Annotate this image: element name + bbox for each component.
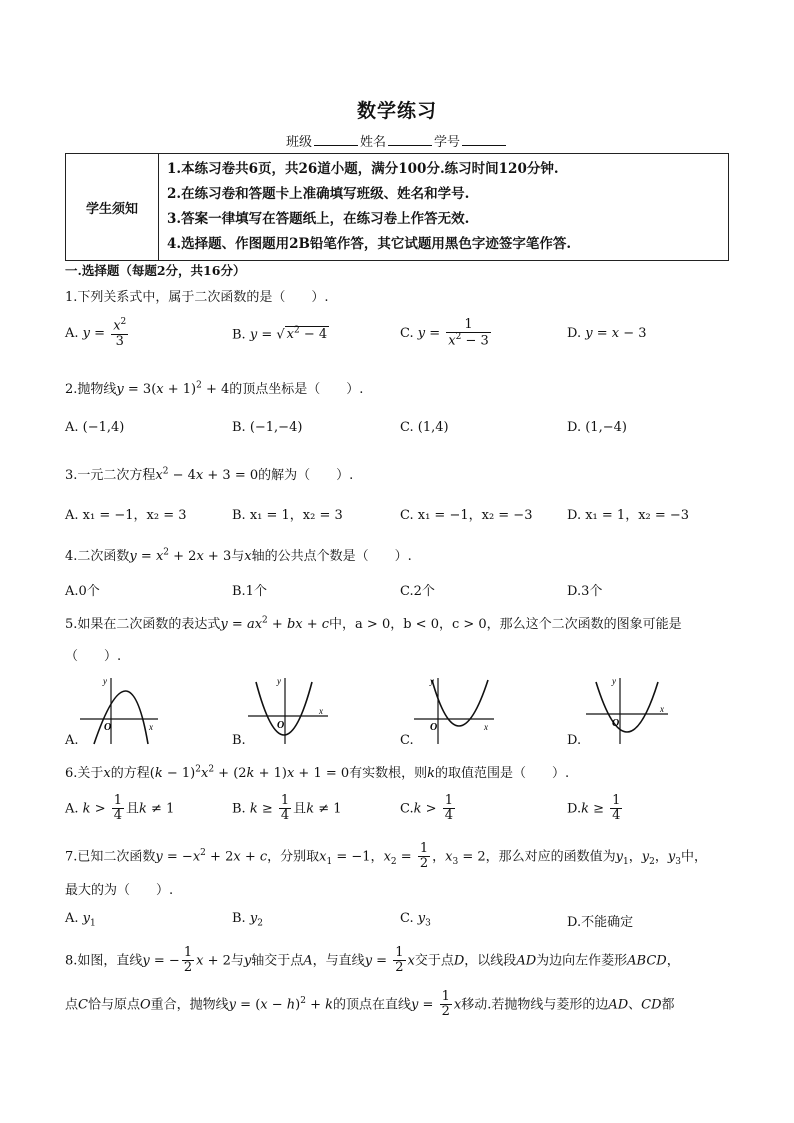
q4-option-d[interactable]: D.3个 <box>567 584 603 599</box>
svg-text:y: y <box>430 676 434 686</box>
page-title: 数学练习 <box>356 100 437 122</box>
svg-text:x: x <box>484 722 488 732</box>
q6-option-b[interactable]: B. k ≥ $\frac{1}{4}$ 且k ≠ 1 <box>232 793 342 824</box>
q5-graph-d[interactable] <box>584 672 672 746</box>
svg-text:O: O <box>612 718 620 729</box>
q6-option-a[interactable]: A. k > $\frac{1}{4}$ 且k ≠ 1 <box>65 793 175 824</box>
question-1-stem: 1.下列关系式中，属于二次函数的是（ ）. <box>65 290 329 305</box>
svg-text:y: y <box>277 676 281 686</box>
notice-label: 学生须知 <box>66 154 159 261</box>
name-blank[interactable] <box>388 134 432 146</box>
svg-text:x: x <box>319 706 323 716</box>
svg-text:O: O <box>277 720 285 731</box>
notice-items <box>159 154 729 261</box>
q4-option-a[interactable]: A.0个 <box>65 584 100 599</box>
name-label: 姓名 <box>359 135 386 150</box>
q2-option-a[interactable]: A. (−1,4) <box>65 420 125 435</box>
q7-option-d[interactable]: D.不能确定 <box>567 915 634 930</box>
q3-option-b[interactable]: B. x₁ = 1，x₂ = 3 <box>232 508 343 523</box>
svg-text:O: O <box>104 722 112 733</box>
notice-item: 3.答案一律填写在答题纸上，在练习卷上作答无效. <box>167 211 470 227</box>
q2-option-c[interactable]: C. (1,4) <box>400 420 449 435</box>
q5-graph-a[interactable] <box>78 672 162 746</box>
question-2-stem: 2.抛物线$y = 3(x + 1)^2 + 4$的顶点坐标是（ ）. <box>65 380 364 397</box>
svg-text:y: y <box>103 676 107 686</box>
q5-graph-c[interactable] <box>412 672 498 746</box>
q3-option-d[interactable]: D. x₁ = 1，x₂ = −3 <box>567 508 690 523</box>
question-7-line2: 最大的为（ ）. <box>65 883 174 898</box>
notice-table <box>65 153 729 261</box>
class-blank[interactable] <box>314 134 358 146</box>
q3-option-c[interactable]: C. x₁ = −1，x₂ = −3 <box>400 508 533 523</box>
svg-text:x: x <box>660 704 664 714</box>
section-heading: 一.选择题（每题2分，共16分） <box>65 263 246 278</box>
student-info-line <box>0 131 794 150</box>
q5-option-c[interactable]: C. <box>400 733 414 748</box>
question-3-stem: 3.一元二次方程$x^2 - 4x + 3 = 0$的解为（ ）. <box>65 466 354 483</box>
notice-item: 2.在练习卷和答题卡上准确填写班级、姓名和学号. <box>167 186 470 202</box>
number-blank[interactable] <box>462 134 506 146</box>
question-6-stem: 6.关于x的方程$(k - 1)^2x^2 + (2k + 1)x + 1 = 0$有实数根，则k的取值范围是（ ）. <box>65 764 570 781</box>
question-7-stem: 7.已知二次函数$y = -x^2 + 2x + c$，分别取$x_1 = -1$，$x_2$ = $\frac{1}{2}$ ，$x_3 = 2$，那么对应的函数值为$y_1$，$y_2$，$y_3$中， <box>65 841 707 872</box>
question-8-line1: 8.如图，直线y = − $\frac{1}{2}$ x + 2与y轴交于点A，与直线y = $\frac{1}{2}$ x交于点D，以线段AD为边向左作菱形ABCD， <box>65 945 680 976</box>
q4-option-c[interactable]: C.2个 <box>400 584 435 599</box>
notice-item: 4.选择题、作图题用2B铅笔作答，其它试题用黑色字迹签字笔作答. <box>167 236 572 252</box>
class-label: 班级 <box>285 135 312 150</box>
q1-option-a[interactable]: A. y = $\frac{x^2}{3}$ <box>65 317 127 349</box>
question-5-line2: （ ）. <box>65 649 122 664</box>
question-5-stem: 5.如果在二次函数的表达式$y = ax^2$ + bx + c中，a > 0，b < 0，c > 0，那么这个二次函数的图象可能是 <box>65 615 682 632</box>
q1-option-d[interactable]: D. y = x − 3 <box>567 326 647 341</box>
q6-option-c[interactable]: C.k > $\frac{1}{4}$ <box>400 793 453 824</box>
question-4-stem: 4.二次函数$y = x^2 + 2x + 3$与x轴的公共点个数是（ ）. <box>65 547 412 564</box>
q2-option-d[interactable]: D. (1,−4) <box>567 420 627 435</box>
svg-text:O: O <box>430 722 438 733</box>
q7-option-c[interactable]: C. $y_3$ <box>400 911 431 929</box>
q7-option-a[interactable]: A. $y_1$ <box>65 911 96 929</box>
q4-option-b[interactable]: B.1个 <box>232 584 267 599</box>
q6-option-d[interactable]: D.k ≥ $\frac{1}{4}$ <box>567 793 621 824</box>
number-label: 学号 <box>434 135 461 150</box>
q5-option-d[interactable]: D. <box>567 733 582 748</box>
question-8-line2: 点C恰与原点O重合，抛物线$y = (x - h)^2 + k$的顶点在直线y = $\frac{1}{2}$ x移动.若抛物线与菱形的边AD、CD都 <box>65 989 675 1020</box>
q2-option-b[interactable]: B. (−1,−4) <box>232 420 303 435</box>
svg-text:x: x <box>149 722 153 732</box>
q1-option-c[interactable]: C. y = $\frac{1}{x^2 - 3}$ <box>400 317 489 349</box>
q5-graph-b[interactable] <box>246 672 332 746</box>
q7-option-b[interactable]: B. $y_2$ <box>232 911 263 929</box>
svg-text:y: y <box>612 676 616 686</box>
notice-item: 1.本练习卷共6页，共26道小题，满分100分.练习时间120分钟. <box>167 161 559 177</box>
q5-option-b[interactable]: B. <box>232 733 246 748</box>
q3-option-a[interactable]: A. x₁ = −1，x₂ = 3 <box>65 508 187 523</box>
q1-option-b[interactable]: B. y = √ $x^2 - 4$ <box>232 326 328 343</box>
q5-option-a[interactable]: A. <box>65 733 79 748</box>
